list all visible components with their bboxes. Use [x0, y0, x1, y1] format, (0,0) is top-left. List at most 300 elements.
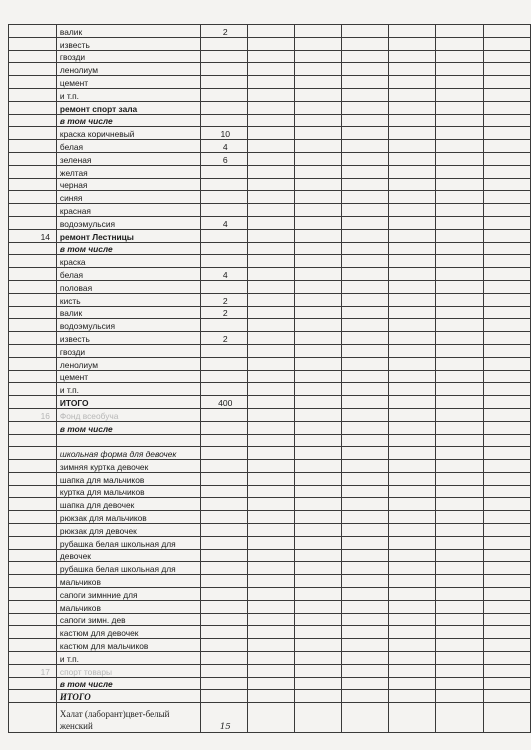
table-row: [9, 216, 531, 229]
empty-cell: [247, 268, 294, 281]
empty-cell: [294, 178, 342, 191]
table-row: [9, 549, 531, 562]
item-name: в том числе: [56, 242, 200, 255]
item-quantity: [200, 191, 247, 204]
empty-cell: [247, 396, 294, 409]
row-number: [9, 460, 57, 473]
row-number: [9, 639, 57, 652]
empty-cell: [342, 639, 389, 652]
empty-cell: [247, 703, 294, 733]
empty-cell: [342, 344, 389, 357]
row-number: [9, 626, 57, 639]
empty-cell: [484, 536, 531, 549]
table-row: [9, 588, 531, 601]
empty-cell: [342, 421, 389, 434]
item-name: [56, 434, 200, 447]
empty-cell: [247, 626, 294, 639]
item-name: гвозди: [56, 50, 200, 63]
row-number: [9, 242, 57, 255]
empty-cell: [436, 229, 484, 242]
table-row: [9, 652, 531, 665]
empty-cell: [436, 588, 484, 601]
empty-cell: [436, 613, 484, 626]
table-row: [9, 703, 531, 733]
empty-cell: [484, 383, 531, 396]
table-row: [9, 472, 531, 485]
empty-cell: [342, 652, 389, 665]
empty-cell: [484, 472, 531, 485]
empty-cell: [342, 472, 389, 485]
empty-cell: [247, 152, 294, 165]
empty-cell: [389, 383, 436, 396]
empty-cell: [294, 639, 342, 652]
empty-cell: [342, 63, 389, 76]
item-quantity: [200, 613, 247, 626]
row-number: [9, 178, 57, 191]
item-name: красная: [56, 204, 200, 217]
empty-cell: [342, 370, 389, 383]
item-quantity: [200, 626, 247, 639]
table-row: [9, 242, 531, 255]
table-row: [9, 664, 531, 677]
empty-cell: [484, 408, 531, 421]
empty-cell: [294, 63, 342, 76]
empty-cell: [294, 575, 342, 588]
item-name: Фонд всеобуча: [56, 408, 200, 421]
empty-cell: [484, 690, 531, 703]
item-quantity: [200, 639, 247, 652]
item-name: и т.п.: [56, 88, 200, 101]
item-quantity: [200, 101, 247, 114]
row-number: 17: [9, 664, 57, 677]
table-body: [9, 25, 531, 733]
empty-cell: [484, 549, 531, 562]
empty-cell: [342, 127, 389, 140]
row-number: [9, 204, 57, 217]
table-row: [9, 485, 531, 498]
empty-cell: [342, 242, 389, 255]
item-quantity: [200, 50, 247, 63]
empty-cell: [484, 293, 531, 306]
empty-cell: [294, 421, 342, 434]
row-number: [9, 652, 57, 665]
item-quantity: [200, 114, 247, 127]
item-quantity: [200, 536, 247, 549]
empty-cell: [247, 178, 294, 191]
empty-cell: [247, 498, 294, 511]
row-number: [9, 524, 57, 537]
empty-cell: [294, 191, 342, 204]
empty-cell: [389, 549, 436, 562]
item-quantity: [200, 460, 247, 473]
table-row: [9, 280, 531, 293]
empty-cell: [342, 613, 389, 626]
empty-cell: [389, 613, 436, 626]
empty-cell: [484, 165, 531, 178]
empty-cell: [342, 549, 389, 562]
empty-cell: [484, 652, 531, 665]
row-number: [9, 677, 57, 690]
empty-cell: [484, 421, 531, 434]
empty-cell: [484, 140, 531, 153]
empty-cell: [294, 626, 342, 639]
empty-cell: [484, 216, 531, 229]
row-number: [9, 562, 57, 575]
table-row: [9, 50, 531, 63]
empty-cell: [436, 664, 484, 677]
item-name: валик: [56, 306, 200, 319]
empty-cell: [389, 50, 436, 63]
empty-cell: [389, 152, 436, 165]
empty-cell: [389, 76, 436, 89]
empty-cell: [389, 25, 436, 38]
item-quantity: [200, 421, 247, 434]
empty-cell: [247, 63, 294, 76]
item-quantity: [200, 434, 247, 447]
empty-cell: [484, 152, 531, 165]
empty-cell: [247, 280, 294, 293]
empty-cell: [484, 25, 531, 38]
empty-cell: [389, 690, 436, 703]
empty-cell: [247, 383, 294, 396]
empty-cell: [389, 88, 436, 101]
empty-cell: [436, 37, 484, 50]
empty-cell: [342, 703, 389, 733]
table-row: [9, 319, 531, 332]
empty-cell: [484, 229, 531, 242]
item-quantity: [200, 588, 247, 601]
empty-cell: [247, 357, 294, 370]
table-row: [9, 600, 531, 613]
item-name: белая: [56, 140, 200, 153]
empty-cell: [436, 447, 484, 460]
item-quantity: [200, 229, 247, 242]
empty-cell: [247, 472, 294, 485]
row-number: 14: [9, 229, 57, 242]
table-row: [9, 613, 531, 626]
empty-cell: [342, 677, 389, 690]
table-row: [9, 396, 531, 409]
item-name: рубашка белая школьная для: [56, 536, 200, 549]
empty-cell: [294, 255, 342, 268]
row-number: [9, 588, 57, 601]
empty-cell: [342, 588, 389, 601]
item-name: в том числе: [56, 421, 200, 434]
item-name: девочек: [56, 549, 200, 562]
empty-cell: [294, 114, 342, 127]
empty-cell: [484, 88, 531, 101]
table-row: [9, 562, 531, 575]
table-row: [9, 293, 531, 306]
table-row: [9, 63, 531, 76]
empty-cell: [294, 485, 342, 498]
row-number: [9, 101, 57, 114]
empty-cell: [247, 165, 294, 178]
empty-cell: [436, 498, 484, 511]
row-number: [9, 268, 57, 281]
empty-cell: [294, 549, 342, 562]
empty-cell: [294, 88, 342, 101]
table-row: [9, 690, 531, 703]
empty-cell: [436, 549, 484, 562]
item-quantity: [200, 242, 247, 255]
empty-cell: [436, 88, 484, 101]
item-name: синяя: [56, 191, 200, 204]
empty-cell: [247, 588, 294, 601]
item-name: ленолиум: [56, 63, 200, 76]
empty-cell: [484, 434, 531, 447]
empty-cell: [389, 639, 436, 652]
empty-cell: [247, 216, 294, 229]
empty-cell: [389, 664, 436, 677]
item-quantity: 2: [200, 332, 247, 345]
table-row: [9, 421, 531, 434]
row-number: [9, 88, 57, 101]
empty-cell: [294, 511, 342, 524]
empty-cell: [294, 319, 342, 332]
empty-cell: [247, 306, 294, 319]
item-name: в том числе: [56, 114, 200, 127]
table-row: [9, 639, 531, 652]
item-name: краска: [56, 255, 200, 268]
item-name: шапка для девочек: [56, 498, 200, 511]
empty-cell: [247, 88, 294, 101]
empty-cell: [389, 101, 436, 114]
empty-cell: [389, 472, 436, 485]
empty-cell: [342, 229, 389, 242]
empty-cell: [247, 460, 294, 473]
item-name: половая: [56, 280, 200, 293]
item-quantity: [200, 76, 247, 89]
item-name: гвозди: [56, 344, 200, 357]
empty-cell: [247, 344, 294, 357]
empty-cell: [484, 524, 531, 537]
table-row: [9, 178, 531, 191]
empty-cell: [389, 408, 436, 421]
empty-cell: [389, 575, 436, 588]
empty-cell: [247, 127, 294, 140]
empty-cell: [484, 639, 531, 652]
item-name: кастюм для девочек: [56, 626, 200, 639]
item-quantity: [200, 524, 247, 537]
empty-cell: [389, 216, 436, 229]
item-quantity: [200, 677, 247, 690]
row-number: [9, 703, 57, 733]
empty-cell: [342, 191, 389, 204]
empty-cell: [294, 357, 342, 370]
item-name: белая: [56, 268, 200, 281]
empty-cell: [247, 242, 294, 255]
empty-cell: [484, 703, 531, 733]
empty-cell: [484, 447, 531, 460]
empty-cell: [294, 344, 342, 357]
empty-cell: [342, 511, 389, 524]
empty-cell: [294, 370, 342, 383]
empty-cell: [342, 37, 389, 50]
empty-cell: [294, 536, 342, 549]
item-name: школьная форма для девочек: [56, 447, 200, 460]
empty-cell: [247, 524, 294, 537]
empty-cell: [436, 421, 484, 434]
table-row: [9, 152, 531, 165]
empty-cell: [389, 600, 436, 613]
empty-cell: [436, 460, 484, 473]
item-name: водоэмульсия: [56, 319, 200, 332]
item-name: желтая: [56, 165, 200, 178]
empty-cell: [342, 306, 389, 319]
empty-cell: [436, 408, 484, 421]
item-quantity: [200, 204, 247, 217]
empty-cell: [436, 50, 484, 63]
empty-cell: [342, 575, 389, 588]
empty-cell: [247, 37, 294, 50]
empty-cell: [436, 575, 484, 588]
empty-cell: [436, 268, 484, 281]
empty-cell: [389, 140, 436, 153]
empty-cell: [342, 255, 389, 268]
empty-cell: [389, 524, 436, 537]
row-number: [9, 344, 57, 357]
empty-cell: [436, 293, 484, 306]
empty-cell: [389, 191, 436, 204]
empty-cell: [247, 613, 294, 626]
empty-cell: [247, 319, 294, 332]
item-name: мальчиков: [56, 575, 200, 588]
empty-cell: [484, 204, 531, 217]
row-number: [9, 319, 57, 332]
empty-cell: [294, 216, 342, 229]
empty-cell: [294, 306, 342, 319]
empty-cell: [436, 255, 484, 268]
empty-cell: [484, 242, 531, 255]
empty-cell: [484, 498, 531, 511]
empty-cell: [484, 37, 531, 50]
empty-cell: [247, 690, 294, 703]
row-number: [9, 511, 57, 524]
item-quantity: [200, 472, 247, 485]
empty-cell: [294, 472, 342, 485]
empty-cell: [247, 25, 294, 38]
empty-cell: [484, 178, 531, 191]
empty-cell: [247, 293, 294, 306]
item-name: сапоги зимнние для: [56, 588, 200, 601]
table-row: [9, 383, 531, 396]
table-row: [9, 434, 531, 447]
empty-cell: [436, 101, 484, 114]
empty-cell: [342, 50, 389, 63]
row-number: [9, 690, 57, 703]
empty-cell: [436, 242, 484, 255]
item-name: куртка для мальчиков: [56, 485, 200, 498]
empty-cell: [389, 242, 436, 255]
item-quantity: [200, 600, 247, 613]
item-quantity: [200, 485, 247, 498]
empty-cell: [436, 216, 484, 229]
empty-cell: [484, 344, 531, 357]
table-row: [9, 511, 531, 524]
row-number: [9, 613, 57, 626]
empty-cell: [342, 280, 389, 293]
empty-cell: [247, 434, 294, 447]
empty-cell: [484, 460, 531, 473]
row-number: [9, 127, 57, 140]
empty-cell: [484, 613, 531, 626]
empty-cell: [436, 677, 484, 690]
table-row: [9, 370, 531, 383]
item-name: и т.п.: [56, 652, 200, 665]
item-name: черная: [56, 178, 200, 191]
empty-cell: [247, 191, 294, 204]
empty-cell: [389, 204, 436, 217]
item-quantity: 10: [200, 127, 247, 140]
item-name: валик: [56, 25, 200, 38]
empty-cell: [389, 63, 436, 76]
empty-cell: [389, 652, 436, 665]
empty-cell: [436, 178, 484, 191]
empty-cell: [247, 562, 294, 575]
empty-cell: [389, 344, 436, 357]
item-quantity: [200, 498, 247, 511]
empty-cell: [247, 408, 294, 421]
empty-cell: [484, 370, 531, 383]
empty-cell: [484, 76, 531, 89]
item-name: рюкзак для мальчиков: [56, 511, 200, 524]
item-name: цемент: [56, 370, 200, 383]
empty-cell: [342, 216, 389, 229]
empty-cell: [484, 332, 531, 345]
empty-cell: [294, 600, 342, 613]
table-row: [9, 255, 531, 268]
empty-cell: [342, 524, 389, 537]
empty-cell: [342, 88, 389, 101]
item-name: мальчиков: [56, 600, 200, 613]
item-name: и т.п.: [56, 383, 200, 396]
row-number: [9, 447, 57, 460]
empty-cell: [436, 344, 484, 357]
item-quantity: [200, 280, 247, 293]
row-number: [9, 396, 57, 409]
item-quantity: 2: [200, 25, 247, 38]
item-quantity: [200, 562, 247, 575]
table-row: [9, 344, 531, 357]
row-number: [9, 536, 57, 549]
table-row: [9, 357, 531, 370]
empty-cell: [436, 396, 484, 409]
row-number: [9, 383, 57, 396]
empty-cell: [484, 485, 531, 498]
empty-cell: [484, 626, 531, 639]
row-number: [9, 575, 57, 588]
empty-cell: [484, 677, 531, 690]
empty-cell: [294, 268, 342, 281]
empty-cell: [436, 690, 484, 703]
item-name: известь: [56, 332, 200, 345]
empty-cell: [484, 63, 531, 76]
item-name: Халат (лаборант)цвет-белый женский: [56, 703, 200, 733]
empty-cell: [389, 588, 436, 601]
item-name: ремонт Лестницы: [56, 229, 200, 242]
item-quantity: 4: [200, 140, 247, 153]
item-quantity: [200, 63, 247, 76]
row-number: [9, 434, 57, 447]
empty-cell: [389, 498, 436, 511]
row-number: [9, 357, 57, 370]
empty-cell: [294, 460, 342, 473]
item-quantity: [200, 383, 247, 396]
empty-cell: [294, 447, 342, 460]
empty-cell: [342, 140, 389, 153]
empty-cell: [389, 37, 436, 50]
